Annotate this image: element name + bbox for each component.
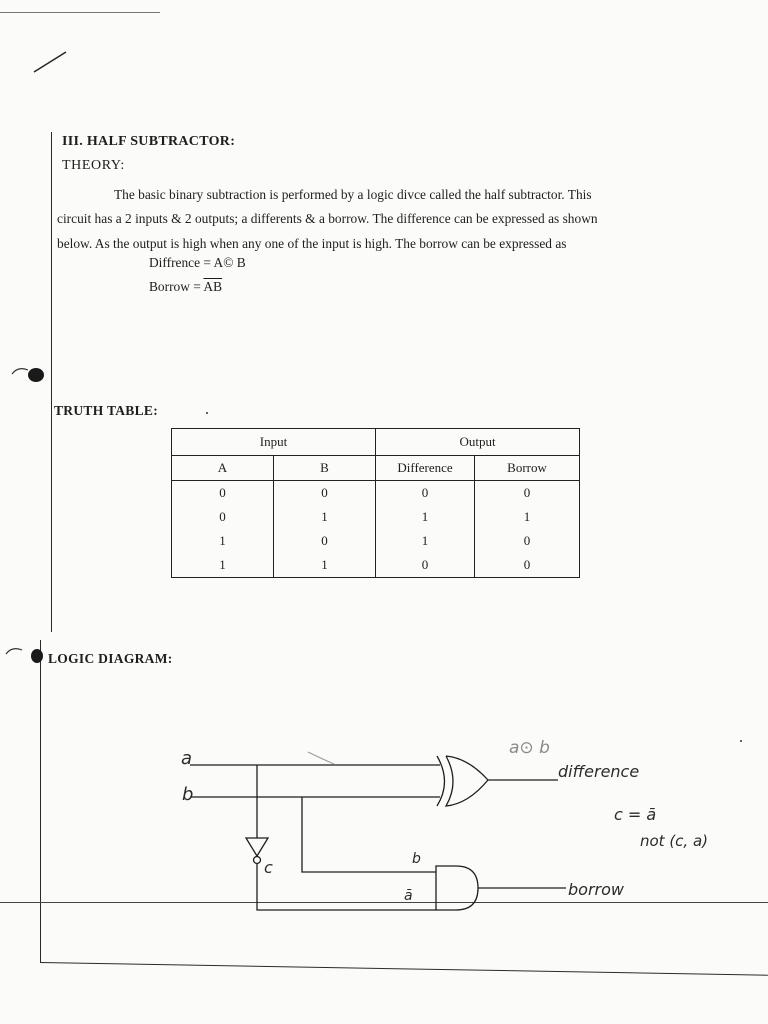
label-c-definition: c = ā [614,805,657,824]
difference-rest: B [233,255,246,270]
left-margin-line [51,132,52,632]
bullet-pin-icon [4,642,44,666]
not-gate [246,838,268,856]
table-row [172,529,580,553]
table-cell: 1 [376,529,475,553]
theory-line-3: below. As the output is high when any one of the input is high. The borrow can be expressed as [57,236,567,251]
table-row [172,505,580,529]
label-input-b: b [182,784,194,805]
table-cell: 1 [274,553,376,578]
check-mark-icon [30,48,70,78]
label-and-input-abar: ā [404,888,413,904]
label-borrow-output: borrow [568,880,624,899]
borrow-label: Borrow = [149,279,204,294]
table-cell: 0 [274,529,376,553]
table-cell: 0 [376,481,475,506]
label-difference-output: difference [558,762,640,781]
column-header: Borrow [475,456,580,481]
difference-formula [149,255,246,271]
xor-gate-back-curve [437,756,445,806]
xor-gate-body [446,756,488,806]
table-cell: 0 [172,505,274,529]
borrow-expression: $\overline{AB}$ [203,279,223,294]
table-cell: 1 [376,505,475,529]
input-group-header: Input [172,429,376,456]
dot-mark [206,412,208,414]
output-group-header: Output [376,429,580,456]
theory-line-1: The basic binary subtraction is performed by a logic divce called the half subtractor. This [114,187,592,202]
truth-table-heading: TRUTH TABLE: [54,403,158,418]
table-cell: 1 [172,553,274,578]
table-cell: 0 [475,553,580,578]
logic-diagram-heading: LOGIC DIAGRAM: [48,651,173,666]
xor-symbol: © [223,255,234,270]
label-not-call: not (c, a) [640,832,709,850]
column-header: Difference [376,456,475,481]
table-cell: 0 [376,553,475,578]
truth-table [171,428,580,578]
table-row [172,481,580,506]
label-input-a: a [181,748,193,769]
table-cell: 0 [475,529,580,553]
not-bubble [254,857,261,864]
difference-label: Diffrence = A [149,255,224,270]
bottom-rule [40,962,768,976]
table-row [172,553,580,578]
column-header: B [274,456,376,481]
and-gate [436,866,478,910]
theory-line-2: circuit has a 2 inputs & 2 outputs; a differents & a borrow. The difference can be expressed as shown [57,211,598,226]
column-header: A [172,456,274,481]
table-cell: 0 [475,481,580,506]
label-and-input-b: b [412,851,421,867]
table-cell: 0 [172,481,274,506]
borrow-formula [149,279,222,295]
bullet-pin-icon [10,362,46,386]
table-cell: 1 [172,529,274,553]
dot-mark [740,740,742,742]
table-cell: 1 [274,505,376,529]
label-not-output: c [264,858,273,877]
table-cell: 0 [274,481,376,506]
section-title: III. HALF SUBTRACTOR: [62,134,236,149]
label-xor-expression: a⊙ b [509,738,550,758]
top-edge-line [0,12,160,13]
table-cell: 1 [475,505,580,529]
theory-heading: THEORY: [62,158,125,173]
